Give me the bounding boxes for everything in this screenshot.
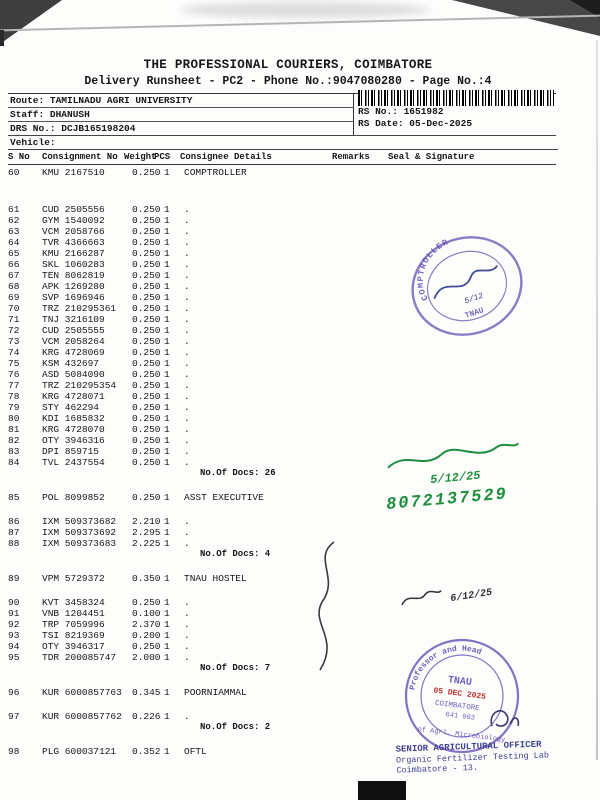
office-city: Coimbatore - 13. — [396, 762, 479, 776]
cell-weight: 0.250 — [132, 204, 161, 215]
cell-consignment: VNB 1204451 — [42, 608, 105, 619]
table-section — [8, 167, 556, 178]
cell-weight: 0.250 — [132, 336, 161, 347]
cell-consignee: . — [184, 270, 190, 281]
cell-sno: 67 — [8, 270, 20, 281]
company-title: THE PROFESSIONAL COURIERS, COIMBATORE — [143, 58, 433, 72]
cell-pcs: 1 — [164, 538, 170, 549]
cell-weight: 0.352 — [132, 746, 161, 757]
cell-consignment: KVT 3458324 — [42, 597, 105, 608]
cell-consignment: TRZ 210295354 — [42, 380, 117, 391]
table-row — [8, 608, 556, 619]
cell-consignment: SVP 1696946 — [42, 292, 105, 303]
cell-pcs: 1 — [164, 336, 170, 347]
cell-weight: 0.350 — [132, 573, 161, 584]
cell-consignee: POORNIAMMAL — [184, 687, 247, 698]
col-remarks: Remarks — [332, 152, 370, 162]
table-row — [8, 413, 556, 424]
cell-sno: 82 — [8, 435, 20, 446]
cell-consignee: TNAU HOSTEL — [184, 573, 247, 584]
cell-sno: 95 — [8, 652, 20, 663]
table-row — [8, 619, 556, 630]
initials-squiggle — [486, 704, 522, 734]
cell-weight: 0.250 — [132, 303, 161, 314]
col-weight: Weight — [124, 152, 157, 162]
cell-pcs: 1 — [164, 215, 170, 226]
cell-consignee: . — [184, 711, 190, 722]
cell-pcs: 1 — [164, 270, 170, 281]
cell-consignee: . — [184, 652, 190, 663]
cell-weight: 0.345 — [132, 687, 161, 698]
office-designation-stamp — [396, 739, 550, 775]
docs-count-note: No.Of Docs: 7 — [200, 663, 271, 673]
handwritten-bracket — [308, 540, 344, 674]
green-handwritten-note — [381, 438, 526, 515]
cell-weight: 0.250 — [132, 413, 161, 424]
cell-pcs: 1 — [164, 608, 170, 619]
cell-pcs: 1 — [164, 292, 170, 303]
cell-consignment: KSM 432697 — [42, 358, 100, 369]
cell-pcs: 1 — [164, 347, 170, 358]
cell-consignee: . — [184, 237, 190, 248]
cell-consignee: . — [184, 215, 190, 226]
cell-weight: 0.250 — [132, 435, 161, 446]
cell-sno: 96 — [8, 687, 20, 698]
table-row — [8, 538, 556, 549]
cell-consignment: TRP 7059996 — [42, 619, 105, 630]
cell-consignment: CUD 2505556 — [42, 204, 105, 215]
cell-sno: 70 — [8, 303, 20, 314]
docs-count-note: No.Of Docs: 2 — [200, 722, 271, 732]
date-stamp-red: 05 DEC 2025 — [432, 686, 487, 702]
cell-consignment: IXM 509373692 — [42, 527, 117, 538]
cell-weight: 0.250 — [132, 641, 161, 652]
handwritten-date: 5/12/25 — [429, 468, 482, 488]
header-right-column — [353, 94, 556, 135]
cell-sno: 74 — [8, 347, 20, 358]
cell-sno: 60 — [8, 167, 20, 178]
cell-consignment: TSI 8219369 — [42, 630, 105, 641]
cell-consignee: . — [184, 325, 190, 336]
cell-consignment: DPI 859715 — [42, 446, 100, 457]
col-sno: S No — [8, 152, 30, 162]
cell-consignee: . — [184, 259, 190, 270]
cell-weight: 0.250 — [132, 270, 161, 281]
cell-consignee: COMPTROLLER — [184, 167, 247, 178]
cell-consignment: TNJ 3216109 — [42, 314, 105, 325]
cell-consignee: ASST EXECUTIVE — [184, 492, 264, 503]
office-stamp-tnau: TNAU — [447, 675, 473, 690]
col-seal-signature: Seal & Signature — [388, 152, 475, 162]
cell-consignee: . — [184, 457, 190, 468]
signature-squiggle — [430, 264, 501, 298]
cell-sno: 64 — [8, 237, 20, 248]
cell-sno: 61 — [8, 204, 20, 215]
col-consignee: Consignee Details — [180, 152, 272, 162]
cell-pcs: 1 — [164, 687, 170, 698]
comptroller-round-stamp — [404, 230, 530, 342]
cell-consignment: KMU 2167510 — [42, 167, 105, 178]
cell-sno: 83 — [8, 446, 20, 457]
rs-no-field: RS No.: 1651982 — [358, 106, 444, 117]
cell-consignee: . — [184, 336, 190, 347]
cell-pcs: 1 — [164, 358, 170, 369]
cell-sno: 63 — [8, 226, 20, 237]
cell-consignment: OTY 3946316 — [42, 435, 105, 446]
office-stamp-city: COIMBATORE — [434, 699, 481, 714]
cell-sno: 92 — [8, 619, 20, 630]
cell-pcs: 1 — [164, 424, 170, 435]
cell-consignee: . — [184, 248, 190, 259]
cell-consignment: APK 1269280 — [42, 281, 105, 292]
cell-weight: 2.210 — [132, 516, 161, 527]
cell-sno: 80 — [8, 413, 20, 424]
cell-consignee: . — [184, 446, 190, 457]
cell-consignment: CUD 2505555 — [42, 325, 105, 336]
cell-pcs: 1 — [164, 641, 170, 652]
cell-consignee: . — [184, 608, 190, 619]
scan-blotch — [180, 2, 430, 18]
cell-sno: 93 — [8, 630, 20, 641]
cell-consignee: . — [184, 380, 190, 391]
cell-consignee: . — [184, 630, 190, 641]
cell-consignment: POL 8099852 — [42, 492, 105, 503]
stamp-arc-text: COMPTROLLER — [415, 237, 451, 303]
cell-weight: 0.250 — [132, 457, 161, 468]
cell-consignee: . — [184, 527, 190, 538]
table-section — [8, 516, 556, 560]
col-consignment: Consignment No — [42, 152, 118, 162]
office-stamp-arc-text: Professor and Head — [408, 644, 483, 691]
cell-pcs: 1 — [164, 325, 170, 336]
cell-pcs: 1 — [164, 435, 170, 446]
cell-sno: 65 — [8, 248, 20, 259]
cell-sno: 72 — [8, 325, 20, 336]
cell-consignment: VCM 2058264 — [42, 336, 105, 347]
cell-weight: 0.100 — [132, 608, 161, 619]
cell-pcs: 1 — [164, 619, 170, 630]
cell-weight: 0.250 — [132, 597, 161, 608]
table-row — [8, 358, 556, 369]
cell-pcs: 1 — [164, 369, 170, 380]
table-row — [8, 402, 556, 413]
stamp-bottom-text: TNAU — [463, 306, 485, 321]
cell-weight: 0.250 — [132, 358, 161, 369]
cell-sno: 76 — [8, 369, 20, 380]
cell-consignment: VPM 5729372 — [42, 573, 105, 584]
cell-consignment: SKL 1060283 — [42, 259, 105, 270]
cell-weight: 0.250 — [132, 281, 161, 292]
runsheet-subtitle: Delivery Runsheet - PC2 - Phone No.:9047080280 - Page No.:4 — [84, 75, 492, 88]
cell-weight: 0.250 — [132, 292, 161, 303]
rs-date-field: RS Date: 05-Dec-2025 — [358, 118, 473, 129]
cell-consignee: . — [184, 369, 190, 380]
cell-pcs: 1 — [164, 711, 170, 722]
rs-barcode — [358, 90, 554, 106]
handwritten-date-2: 6/12/25 — [449, 587, 494, 606]
cell-consignee: . — [184, 619, 190, 630]
cell-pcs: 1 — [164, 516, 170, 527]
cell-pcs: 1 — [164, 446, 170, 457]
cell-pcs: 1 — [164, 573, 170, 584]
handwritten-phone: 8072137529 — [385, 485, 509, 515]
cell-pcs: 1 — [164, 457, 170, 468]
cell-consignment: TDR 200085747 — [42, 652, 117, 663]
cell-pcs: 1 — [164, 527, 170, 538]
cell-consignee: . — [184, 358, 190, 369]
cell-consignee: OFTL — [184, 746, 207, 757]
cell-consignment: STY 462294 — [42, 402, 100, 413]
cell-consignee: . — [184, 292, 190, 303]
cell-consignment: PLG 600037121 — [42, 746, 117, 757]
cell-sno: 78 — [8, 391, 20, 402]
cell-consignee: . — [184, 597, 190, 608]
cell-weight: 0.250 — [132, 369, 161, 380]
cell-consignment: OTY 3946317 — [42, 641, 105, 652]
table-row — [8, 204, 556, 215]
office-stamp-dept: of Agrl. Microbiology — [417, 725, 506, 745]
cell-weight: 0.250 — [132, 492, 161, 503]
cell-consignment: IXM 509373683 — [42, 538, 117, 549]
cell-consignment: KRG 4728069 — [42, 347, 105, 358]
cell-weight: 0.200 — [132, 630, 161, 641]
cell-weight: 0.250 — [132, 226, 161, 237]
cell-consignment: KUR 6000857763 — [42, 687, 122, 698]
docs-count-note: No.Of Docs: 4 — [200, 549, 271, 559]
cell-consignee: . — [184, 391, 190, 402]
cell-sno: 89 — [8, 573, 20, 584]
cell-consignment: ASD 5084090 — [42, 369, 105, 380]
cell-pcs: 1 — [164, 402, 170, 413]
cell-sno: 84 — [8, 457, 20, 468]
table-row — [8, 527, 556, 538]
cell-pcs: 1 — [164, 597, 170, 608]
cell-pcs: 1 — [164, 413, 170, 424]
cell-weight: 0.250 — [132, 167, 161, 178]
table-row — [8, 380, 556, 391]
cell-weight: 0.250 — [132, 424, 161, 435]
staff-field: Staff: DHANUSH — [8, 108, 353, 122]
office-name: Organic Fertilizer Testing Lab — [395, 750, 550, 766]
cell-sno: 88 — [8, 538, 20, 549]
cell-consignee: . — [184, 314, 190, 325]
cell-pcs: 1 — [164, 314, 170, 325]
cell-consignee: . — [184, 516, 190, 527]
cell-weight: 0.250 — [132, 314, 161, 325]
cell-consignment: KRG 4728071 — [42, 391, 105, 402]
table-row — [8, 391, 556, 402]
drs-no-field: DRS No.: DCJB165198204 — [10, 123, 136, 134]
cell-sno: 77 — [8, 380, 20, 391]
cell-sno: 62 — [8, 215, 20, 226]
cell-sno: 69 — [8, 292, 20, 303]
cell-sno: 71 — [8, 314, 20, 325]
cell-pcs: 1 — [164, 204, 170, 215]
cell-consignment: TEN 8062819 — [42, 270, 105, 281]
cell-weight: 0.250 — [132, 215, 161, 226]
cell-sno: 79 — [8, 402, 20, 413]
cell-pcs: 1 — [164, 237, 170, 248]
cell-sno: 75 — [8, 358, 20, 369]
table-row — [8, 424, 556, 435]
vehicle-field: Vehicle: — [8, 136, 558, 150]
cell-weight: 2.370 — [132, 619, 161, 630]
scan-artifact-top-left — [0, 0, 62, 44]
cell-weight: 0.250 — [132, 259, 161, 270]
route-field: Route: TAMILNADU AGRI UNIVERSITY — [8, 94, 353, 108]
cell-consignee: . — [184, 347, 190, 358]
cell-consignee: . — [184, 204, 190, 215]
cell-sno: 94 — [8, 641, 20, 652]
cell-consignee: . — [184, 413, 190, 424]
cell-pcs: 1 — [164, 652, 170, 663]
cell-consignment: GYM 1540092 — [42, 215, 105, 226]
cell-pcs: 1 — [164, 746, 170, 757]
cell-sno: 81 — [8, 424, 20, 435]
cell-pcs: 1 — [164, 259, 170, 270]
cell-pcs: 1 — [164, 281, 170, 292]
cell-pcs: 1 — [164, 248, 170, 259]
cell-pcs: 1 — [164, 226, 170, 237]
table-row — [8, 347, 556, 358]
table-row — [8, 516, 556, 527]
cell-sno: 90 — [8, 597, 20, 608]
cell-weight: 2.295 — [132, 527, 161, 538]
cell-sno: 66 — [8, 259, 20, 270]
cell-pcs: 1 — [164, 167, 170, 178]
cell-pcs: 1 — [164, 303, 170, 314]
cell-pcs: 1 — [164, 391, 170, 402]
office-stamp-pincode: 641 003 — [445, 711, 476, 723]
cell-sno: 68 — [8, 281, 20, 292]
cell-weight: 0.250 — [132, 391, 161, 402]
cell-consignment: TVR 4366663 — [42, 237, 105, 248]
cell-consignment: IXM 509373682 — [42, 516, 117, 527]
cell-consignment: TVL 2437554 — [42, 457, 105, 468]
header-left-column — [8, 94, 353, 135]
cell-pcs: 1 — [164, 630, 170, 641]
cell-consignment: TRZ 210295361 — [42, 303, 117, 314]
cell-consignment: KMU 2166287 — [42, 248, 105, 259]
cell-consignee: . — [184, 424, 190, 435]
cell-consignee: . — [184, 226, 190, 237]
cell-weight: 0.250 — [132, 237, 161, 248]
cell-consignee: . — [184, 641, 190, 652]
cell-weight: 0.250 — [132, 380, 161, 391]
scan-right-edge — [596, 40, 598, 760]
cell-pcs: 1 — [164, 380, 170, 391]
scan-black-box — [358, 781, 406, 800]
docs-count-note: No.Of Docs: 26 — [200, 468, 276, 478]
cell-consignment: VCM 2058766 — [42, 226, 105, 237]
table-row — [8, 167, 556, 178]
cell-consignee: . — [184, 402, 190, 413]
scan-left-mark — [0, 30, 4, 46]
cell-weight: 0.226 — [132, 711, 161, 722]
runsheet-header-box — [8, 93, 556, 136]
cell-consignee: . — [184, 303, 190, 314]
cell-sno: 86 — [8, 516, 20, 527]
cell-weight: 0.250 — [132, 446, 161, 457]
cell-sno: 73 — [8, 336, 20, 347]
table-row — [8, 215, 556, 226]
cell-sno: 85 — [8, 492, 20, 503]
cell-sno: 98 — [8, 746, 20, 757]
col-pcs: PCS — [154, 152, 171, 162]
table-header — [8, 150, 556, 165]
cell-weight: 0.250 — [132, 325, 161, 336]
cell-consignee: . — [184, 435, 190, 446]
cell-consignment: KRG 4728070 — [42, 424, 105, 435]
cell-weight: 0.250 — [132, 402, 161, 413]
table-row — [8, 369, 556, 380]
stamp-handwritten-date: 5/12 — [463, 291, 485, 307]
cell-weight: 0.250 — [132, 248, 161, 259]
cell-pcs: 1 — [164, 492, 170, 503]
cell-weight: 0.250 — [132, 347, 161, 358]
cell-sno: 91 — [8, 608, 20, 619]
officer-title: SENIOR AGRICULTURAL OFFICER — [395, 739, 542, 755]
cell-consignment: KDI 1685832 — [42, 413, 105, 424]
cell-sno: 97 — [8, 711, 20, 722]
cell-consignment: KUR 6000857762 — [42, 711, 122, 722]
cell-consignee: . — [184, 281, 190, 292]
cell-sno: 87 — [8, 527, 20, 538]
cell-weight: 2.000 — [132, 652, 161, 663]
cell-weight: 2.225 — [132, 538, 161, 549]
cell-consignee: . — [184, 538, 190, 549]
